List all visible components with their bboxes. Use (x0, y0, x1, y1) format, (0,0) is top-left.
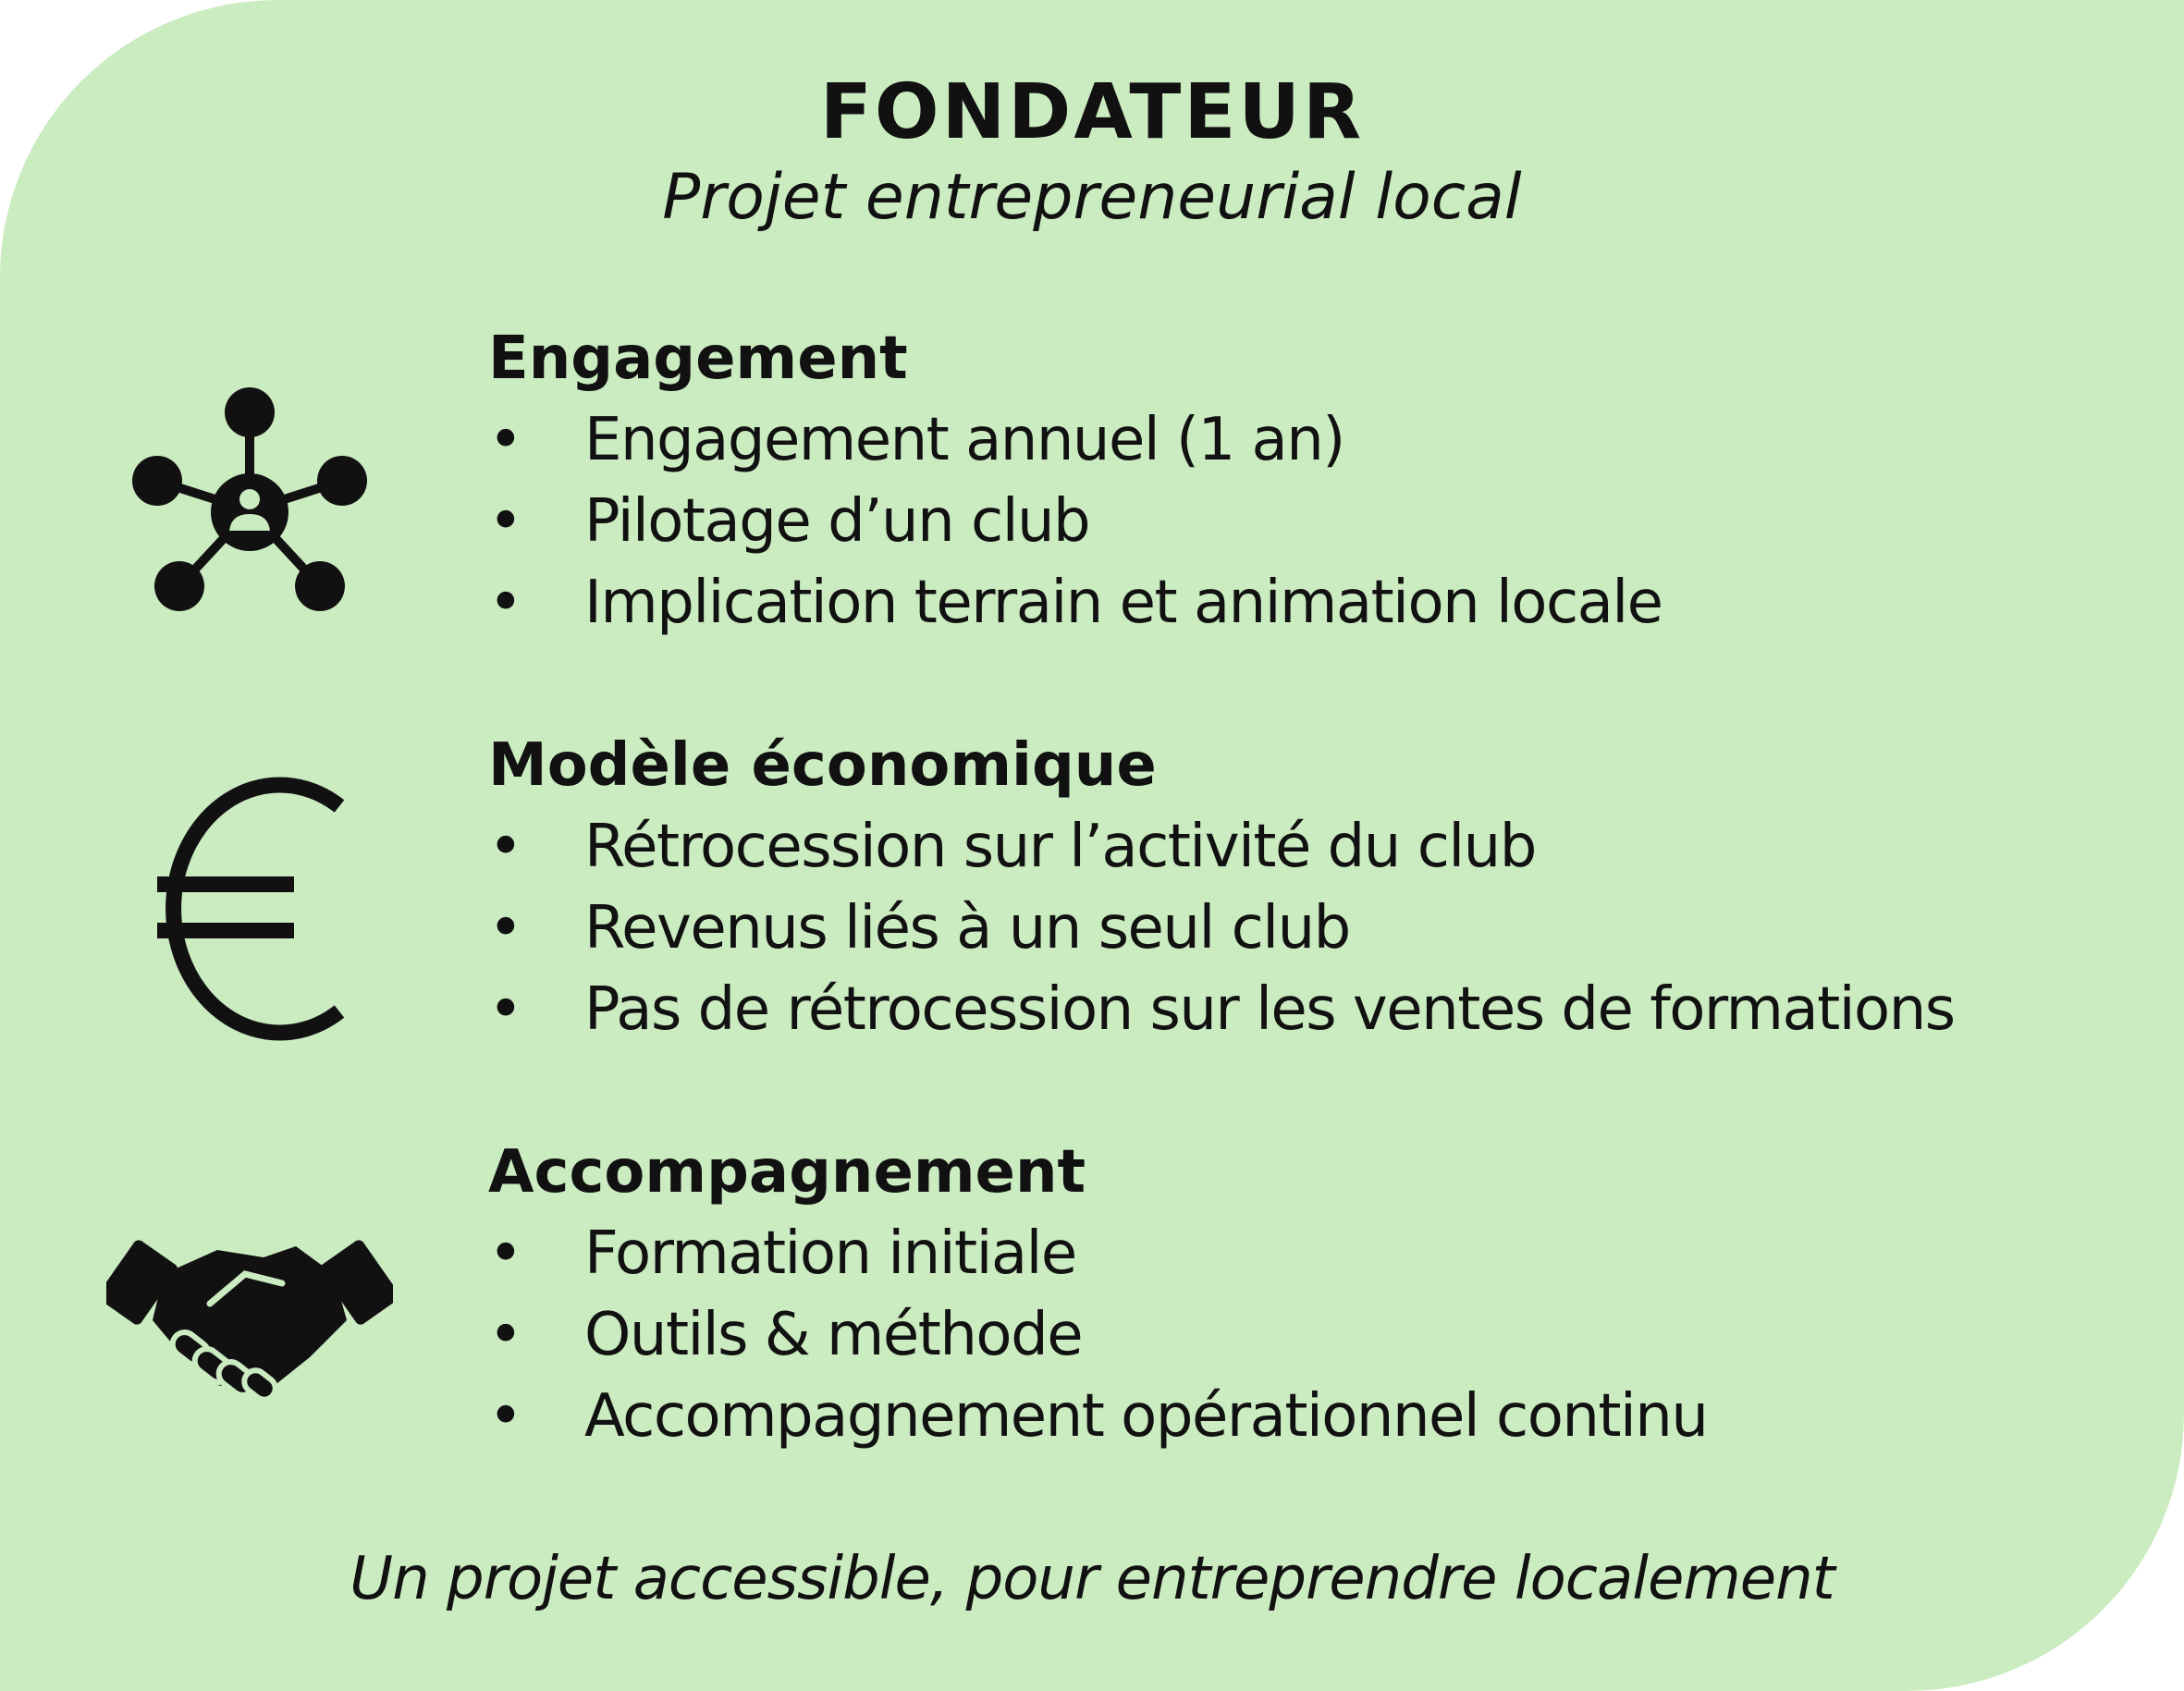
list-item-text: Pas de rétrocession sur les ventes de formations (584, 975, 1955, 1044)
list-item-text: Outils & méthode (584, 1301, 1083, 1369)
list-item (488, 806, 2171, 888)
list-item-text: Engagement annuel (1 an) (584, 406, 1344, 474)
list-item (488, 562, 2171, 643)
list-item (488, 1294, 2171, 1376)
list-item (488, 1376, 2171, 1457)
handshake-icon (106, 1219, 393, 1403)
list-item (488, 481, 2171, 562)
bullet-dot: • (488, 1382, 523, 1451)
list-item-text: Formation initiale (584, 1219, 1076, 1288)
network-people-icon (120, 381, 379, 621)
bullet-dot: • (488, 569, 523, 637)
bullet-list (488, 399, 2171, 643)
list-item-text: Revenus liés à un seul club (584, 894, 1350, 962)
bullet-dot: • (488, 1219, 523, 1288)
list-item (488, 888, 2171, 969)
section-support (488, 1132, 2171, 1457)
card-title: FONDATEUR (819, 68, 1365, 156)
bullet-dot: • (488, 487, 523, 556)
bullet-list (488, 806, 2171, 1050)
bullet-dot: • (488, 894, 523, 962)
list-item (488, 969, 2171, 1050)
bullet-dot: • (488, 1301, 523, 1369)
bullet-dot: • (488, 813, 523, 881)
list-item-text: Accompagnement opérationnel continu (584, 1382, 1708, 1451)
bullet-list (488, 1213, 2171, 1457)
bullet-dot: • (488, 406, 523, 474)
section-engagement (488, 318, 2171, 643)
section-heading: Accompagnement (488, 1138, 1086, 1207)
list-item-text: Implication terrain et animation locale (584, 569, 1663, 637)
list-item (488, 1213, 2171, 1294)
euro-icon (148, 775, 361, 1043)
section-heading: Engagement (488, 325, 908, 393)
bullet-dot: • (488, 975, 523, 1044)
section-heading: Modèle économique (488, 731, 1157, 800)
list-item (488, 399, 2171, 481)
card-footer: Un projet accessible, pour entreprendre localement (350, 1545, 1834, 1613)
section-business-model (488, 725, 2171, 1050)
list-item-text: Rétrocession sur l’activité du club (584, 813, 1536, 881)
card-subtitle: Projet entrepreneurial local (662, 161, 1522, 234)
list-item-text: Pilotage d’un club (584, 487, 1090, 556)
